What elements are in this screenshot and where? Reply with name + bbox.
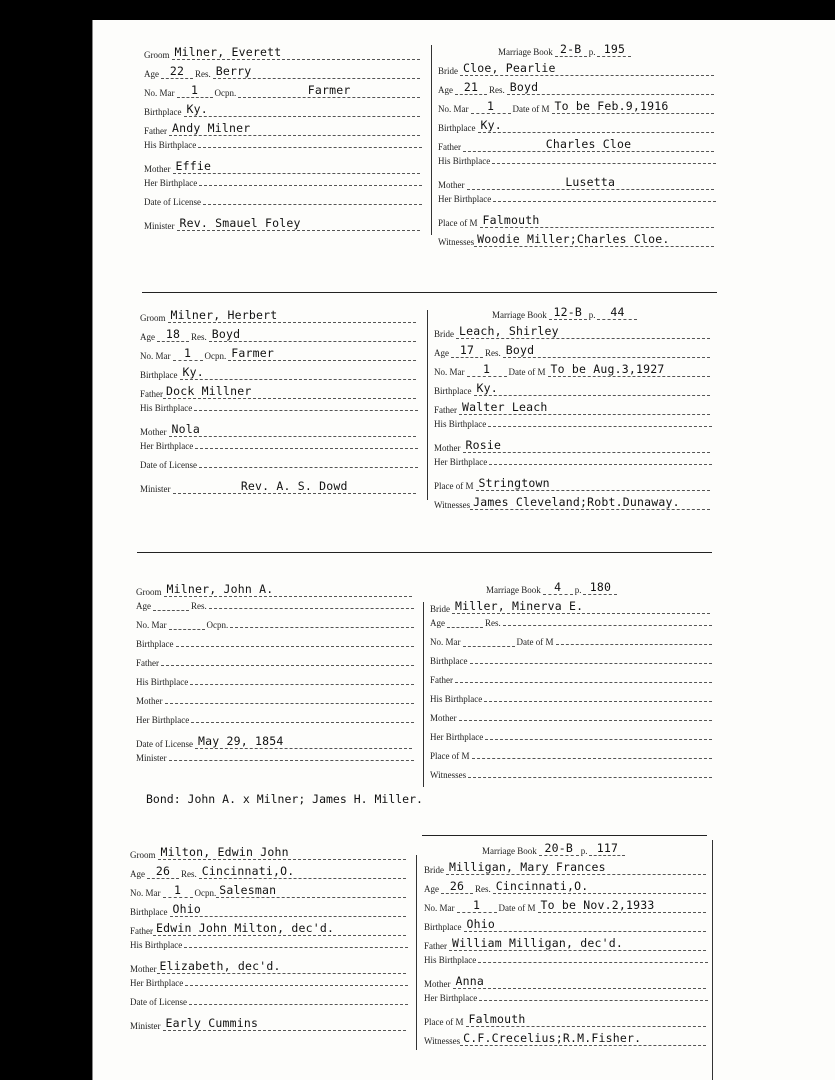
bride-age-res-row (438, 80, 716, 95)
date-of-marriage: To be Feb.9,1916 (554, 99, 669, 113)
bride-row (424, 860, 708, 875)
bride-her-birthplace-row (438, 194, 716, 204)
birthplace-row (144, 102, 422, 117)
father-label: Father (424, 941, 447, 951)
bride-his-birthplace-row (424, 955, 708, 965)
bride-his-birthplace-row (434, 419, 712, 429)
place-of-m-row (430, 751, 712, 761)
no-mar-ocpn-row (136, 620, 414, 630)
no-mar-ocpn-row (144, 83, 422, 98)
age-label: Age (430, 618, 445, 628)
bride-label: Bride (430, 604, 450, 614)
marriage-book: 20-B (544, 841, 573, 855)
marriage-book-label: Marriage Book (498, 47, 553, 57)
witnesses-row (430, 770, 712, 780)
father-label: Father (438, 142, 461, 152)
res-label: Res. (475, 884, 491, 894)
bride-birthplace: Ohio (466, 917, 495, 931)
his-birthplace-label: His Birthplace (130, 940, 183, 950)
groom-label: Groom (130, 850, 156, 860)
date-of-m-label: Date of M (512, 104, 550, 114)
no-mar-label: No. Mar (140, 351, 171, 361)
res-label: Res. (191, 601, 207, 611)
witnesses: C.F.Crecelius;R.M.Fisher. (463, 1031, 642, 1045)
res-label: Res. (485, 618, 501, 628)
minister-label: Minister (130, 1021, 161, 1031)
place-of-marriage: Falmouth (482, 213, 540, 227)
mother-row (144, 159, 422, 174)
marriage-book-row (486, 580, 646, 595)
res-label: Res. (191, 332, 207, 342)
father-label: Father (430, 675, 453, 685)
mother-label: Mother (130, 964, 157, 974)
groom-mother: Effie (175, 159, 212, 173)
groom-age: 26 (155, 864, 171, 878)
marriage-book-label: Marriage Book (486, 585, 541, 595)
mother-label: Mother (424, 979, 451, 989)
bride-age-res-row (430, 618, 712, 628)
groom-row (144, 45, 422, 60)
groom-father: Andy Milner (172, 121, 251, 135)
bride-father: Walter Leach (462, 400, 548, 414)
marriage-book-page: 117 (596, 841, 619, 855)
minister-label: Minister (136, 753, 167, 763)
witnesses-row (438, 232, 716, 247)
bride-no-mar: 1 (486, 99, 495, 113)
license-label: Date of License (144, 197, 201, 207)
witnesses: James Cleveland;Robt.Dunaway. (473, 495, 680, 509)
mother-row (140, 422, 418, 437)
groom-birthplace: Ky. (186, 102, 208, 116)
minister-row (136, 753, 414, 763)
date-of-marriage: To be Nov.2,1933 (540, 898, 655, 912)
his-birthplace-row (136, 677, 414, 687)
bride-mother-row (430, 713, 712, 723)
groom-row (136, 582, 414, 597)
birthplace-row (136, 639, 414, 649)
bride-label: Bride (424, 865, 444, 875)
place-of-marriage: Stringtown (478, 476, 550, 490)
groom-birthplace: Ky. (182, 365, 204, 379)
res-label: Res. (485, 348, 501, 358)
mother-label: Mother (140, 427, 167, 437)
mother-label: Mother (144, 164, 171, 174)
minister-row (140, 479, 418, 494)
license-row (144, 197, 422, 207)
groom-res: Berry (215, 64, 252, 78)
marriage-book-page: 180 (589, 580, 612, 594)
his-birthplace-row (140, 403, 418, 413)
groom-name: Milner, John A. (166, 582, 274, 596)
no-mar-label: No. Mar (144, 88, 175, 98)
father-row (140, 384, 418, 399)
groom-ocpn: Farmer (231, 346, 274, 360)
groom-mother: Nola (171, 422, 200, 436)
witnesses-label: Witnesses (434, 500, 471, 510)
bride-row (430, 599, 712, 614)
bride-label: Bride (438, 66, 458, 76)
marriage-book: 12-B (553, 305, 582, 319)
groom-minister: Rev. A. S. Dowd (240, 479, 348, 493)
bride-father-row (424, 936, 708, 951)
bride-father: Charles Cloe (545, 137, 632, 151)
bride-label: Bride (434, 329, 454, 339)
bride-mother: Lusetta (565, 175, 616, 189)
bride-birthplace-row (434, 381, 712, 396)
page-edge-line (92, 20, 93, 1080)
groom-father: Edwin John Milton, dec'd. (156, 921, 335, 935)
groom-minister: Early Cummins (165, 1016, 259, 1030)
bride-her-birthplace-row (434, 457, 712, 467)
marriage-book-row (482, 841, 652, 856)
mother-label: Mother (430, 713, 457, 723)
age-res-row (136, 601, 414, 611)
bride-his-birthplace-row (438, 156, 716, 166)
age-label: Age (438, 85, 453, 95)
age-res-row (130, 864, 408, 879)
marriage-book-row (498, 42, 648, 57)
license-label: Date of License (140, 460, 197, 470)
birthplace-row (130, 902, 408, 917)
page-label: p. (574, 585, 582, 595)
ocpn-label: Ocpn. (194, 888, 217, 898)
birthplace-label: Birthplace (140, 370, 178, 380)
no-mar-label: No. Mar (136, 620, 167, 630)
no-mar-label: No. Mar (130, 888, 161, 898)
groom-age: 18 (165, 327, 181, 341)
bride-no-mar-row (424, 898, 708, 913)
mother-row (130, 959, 408, 974)
father-row (130, 921, 408, 936)
witnesses-label: Witnesses (424, 1036, 461, 1046)
marriage-book-page: 195 (603, 42, 626, 56)
date-of-m-label: Date of M (508, 367, 546, 377)
age-label: Age (130, 869, 145, 879)
no-mar-label: No. Mar (434, 367, 465, 377)
bride-age-res-row (434, 343, 712, 358)
minister-row (144, 216, 422, 231)
marriage-book: 4 (554, 580, 562, 594)
birthplace-label: Birthplace (130, 907, 168, 917)
column-divider (427, 310, 428, 500)
bride-mother: Anna (455, 974, 484, 988)
bride-father-row (434, 400, 712, 415)
res-label: Res. (489, 85, 505, 95)
groom-name: Milner, Herbert (170, 308, 278, 322)
license-row (136, 734, 414, 749)
no-mar-label: No. Mar (430, 637, 461, 647)
index-card-page (92, 20, 835, 1080)
his-birthplace-label: His Birthplace (434, 419, 487, 429)
her-birthplace-label: Her Birthplace (434, 457, 488, 467)
place-of-m-label: Place of M (430, 751, 470, 761)
date-of-marriage: To be Aug.3,1927 (550, 362, 665, 376)
bride-father-row (430, 675, 712, 685)
place-of-m-label: Place of M (438, 218, 478, 228)
right-edge-line (712, 840, 713, 1080)
his-birthplace-label: His Birthplace (144, 140, 197, 150)
bride-age: 26 (449, 879, 465, 893)
mother-label: Mother (434, 443, 461, 453)
age-res-row (144, 64, 422, 79)
bride-age-res-row (424, 879, 708, 894)
her-birthplace-label: Her Birthplace (144, 178, 198, 188)
bride-name: Miller, Minerva E. (455, 599, 584, 613)
father-label: Father (130, 926, 153, 936)
groom-ocpn: Salesman (219, 883, 277, 897)
res-label: Res. (181, 869, 197, 879)
father-label: Father (434, 405, 457, 415)
bride-his-birthplace-row (430, 694, 712, 704)
father-label: Father (144, 126, 167, 136)
bride-row (434, 324, 712, 339)
groom-label: Groom (144, 50, 170, 60)
card-separator (422, 835, 707, 836)
license-row (140, 460, 418, 470)
page-label: p. (588, 47, 596, 57)
bride-name: Leach, Shirley (459, 324, 559, 338)
license-row (130, 997, 408, 1007)
his-birthplace-row (130, 940, 408, 950)
column-divider (416, 855, 417, 1050)
page-label: p. (580, 846, 588, 856)
father-row (144, 121, 422, 136)
father-label: Father (140, 389, 163, 399)
groom-row (130, 845, 408, 860)
witnesses-label: Witnesses (430, 770, 467, 780)
mother-label: Mother (136, 696, 163, 706)
bride-birthplace: Ky. (476, 381, 498, 395)
her-birthplace-label: Her Birthplace (424, 993, 478, 1003)
no-mar-label: No. Mar (424, 903, 455, 913)
groom-ocpn: Farmer (307, 83, 351, 97)
date-of-m-label: Date of M (516, 637, 554, 647)
age-label: Age (136, 601, 151, 611)
bride-name: Milligan, Mary Frances (449, 860, 606, 874)
her-birthplace-label: Her Birthplace (430, 732, 484, 742)
bride-no-mar-row (438, 99, 716, 114)
no-mar-ocpn-row (140, 346, 418, 361)
bride-her-birthplace-row (430, 732, 712, 742)
groom-minister: Rev. Smauel Foley (179, 216, 301, 230)
card-separator (137, 552, 712, 553)
bride-birthplace: Ky. (480, 118, 502, 132)
place-of-m-row (434, 476, 712, 491)
bride-name: Cloe, Pearlie (463, 61, 556, 75)
mother-label: Mother (438, 180, 465, 190)
his-birthplace-label: His Birthplace (424, 955, 477, 965)
her-birthplace-label: Her Birthplace (438, 194, 492, 204)
groom-row (140, 308, 418, 323)
groom-name: Milner, Everett (174, 45, 282, 59)
mother-row (136, 696, 414, 706)
age-label: Age (434, 348, 449, 358)
ocpn-label: Ocpn. (204, 351, 227, 361)
his-birthplace-label: His Birthplace (430, 694, 483, 704)
date-of-m-label: Date of M (498, 903, 536, 913)
bride-birthplace-row (430, 656, 712, 666)
page-label: p. (588, 310, 596, 320)
age-label: Age (140, 332, 155, 342)
groom-res: Boyd (211, 327, 241, 341)
place-of-m-row (438, 213, 716, 228)
bride-age: 17 (459, 343, 475, 357)
res-label: Res. (195, 69, 211, 79)
birthplace-label: Birthplace (430, 656, 468, 666)
bride-res: Cincinnati,O. (495, 879, 589, 893)
minister-label: Minister (140, 484, 171, 494)
his-birthplace-label: His Birthplace (140, 403, 193, 413)
groom-res: Cincinnati,O. (201, 864, 295, 878)
no-mar-ocpn-row (130, 883, 408, 898)
bride-no-mar-row (434, 362, 712, 377)
column-divider (423, 602, 424, 787)
witnesses-row (424, 1031, 708, 1046)
birthplace-label: Birthplace (438, 123, 476, 133)
groom-mother: Elizabeth, dec'd. (159, 959, 281, 973)
bride-res: Boyd (505, 343, 535, 357)
his-birthplace-label: His Birthplace (136, 677, 189, 687)
bride-father-row (438, 137, 716, 152)
groom-birthplace: Ohio (172, 902, 201, 916)
his-birthplace-label: His Birthplace (438, 156, 491, 166)
groom-date-of-license: May 29, 1854 (197, 734, 284, 748)
groom-no-mar: 1 (183, 346, 192, 360)
ocpn-label: Ocpn. (214, 88, 237, 98)
bride-mother-row (424, 974, 708, 989)
groom-father: Dock Millner (166, 384, 252, 398)
marriage-book-label: Marriage Book (482, 846, 537, 856)
bride-res: Boyd (509, 80, 539, 94)
place-of-m-label: Place of M (424, 1017, 464, 1027)
bride-mother-row (438, 175, 716, 190)
license-label: Date of License (130, 997, 187, 1007)
minister-label: Minister (144, 221, 175, 231)
groom-no-mar: 1 (173, 883, 182, 897)
birthplace-label: Birthplace (424, 922, 462, 932)
age-label: Age (424, 884, 439, 894)
age-res-row (140, 327, 418, 342)
ocpn-label: Ocpn. (206, 620, 229, 630)
bride-no-mar-row (430, 637, 712, 647)
witnesses-label: Witnesses (438, 237, 475, 247)
bride-mother-row (434, 438, 712, 453)
father-label: Father (136, 658, 159, 668)
no-mar-label: No. Mar (438, 104, 469, 114)
place-of-marriage: Falmouth (468, 1012, 526, 1026)
birthplace-label: Birthplace (144, 107, 182, 117)
column-divider (431, 45, 432, 235)
birthplace-label: Birthplace (136, 639, 174, 649)
marriage-book-label: Marriage Book (492, 310, 547, 320)
her-birthplace-row (144, 178, 422, 188)
bride-row (438, 61, 716, 76)
card-separator (142, 292, 717, 293)
groom-label: Groom (140, 313, 166, 323)
her-birthplace-label: Her Birthplace (140, 441, 194, 451)
bride-mother: Rosie (465, 438, 502, 452)
groom-no-mar: 1 (190, 83, 199, 97)
her-birthplace-row (136, 715, 414, 725)
minister-row (130, 1016, 408, 1031)
father-row (136, 658, 414, 668)
marriage-book-row (492, 305, 662, 320)
bride-age: 21 (463, 80, 479, 94)
bride-no-mar: 1 (472, 898, 481, 912)
her-birthplace-label: Her Birthplace (136, 715, 190, 725)
place-of-m-row (424, 1012, 708, 1027)
bride-birthplace-row (424, 917, 708, 932)
bride-father: William Milligan, dec'd. (452, 936, 623, 950)
her-birthplace-row (140, 441, 418, 451)
birthplace-row (140, 365, 418, 380)
bride-no-mar: 1 (482, 362, 491, 376)
groom-age: 22 (169, 64, 185, 78)
license-label: Date of License (136, 739, 193, 749)
witnesses-row (434, 495, 712, 510)
bride-her-birthplace-row (424, 993, 708, 1003)
bride-birthplace-row (438, 118, 716, 133)
place-of-m-label: Place of M (434, 481, 474, 491)
his-birthplace-row (144, 140, 422, 150)
marriage-book: 2-B (560, 42, 582, 56)
her-birthplace-row (130, 978, 408, 988)
marriage-book-page: 44 (610, 305, 625, 319)
her-birthplace-label: Her Birthplace (130, 978, 184, 988)
age-label: Age (144, 69, 159, 79)
birthplace-label: Birthplace (434, 386, 472, 396)
witnesses: Woodie Miller;Charles Cloe. (477, 232, 670, 246)
bond-note: Bond: John A. x Milner; James H. Miller. (146, 792, 423, 806)
groom-label: Groom (136, 587, 162, 597)
groom-name: Milton, Edwin John (160, 845, 289, 859)
